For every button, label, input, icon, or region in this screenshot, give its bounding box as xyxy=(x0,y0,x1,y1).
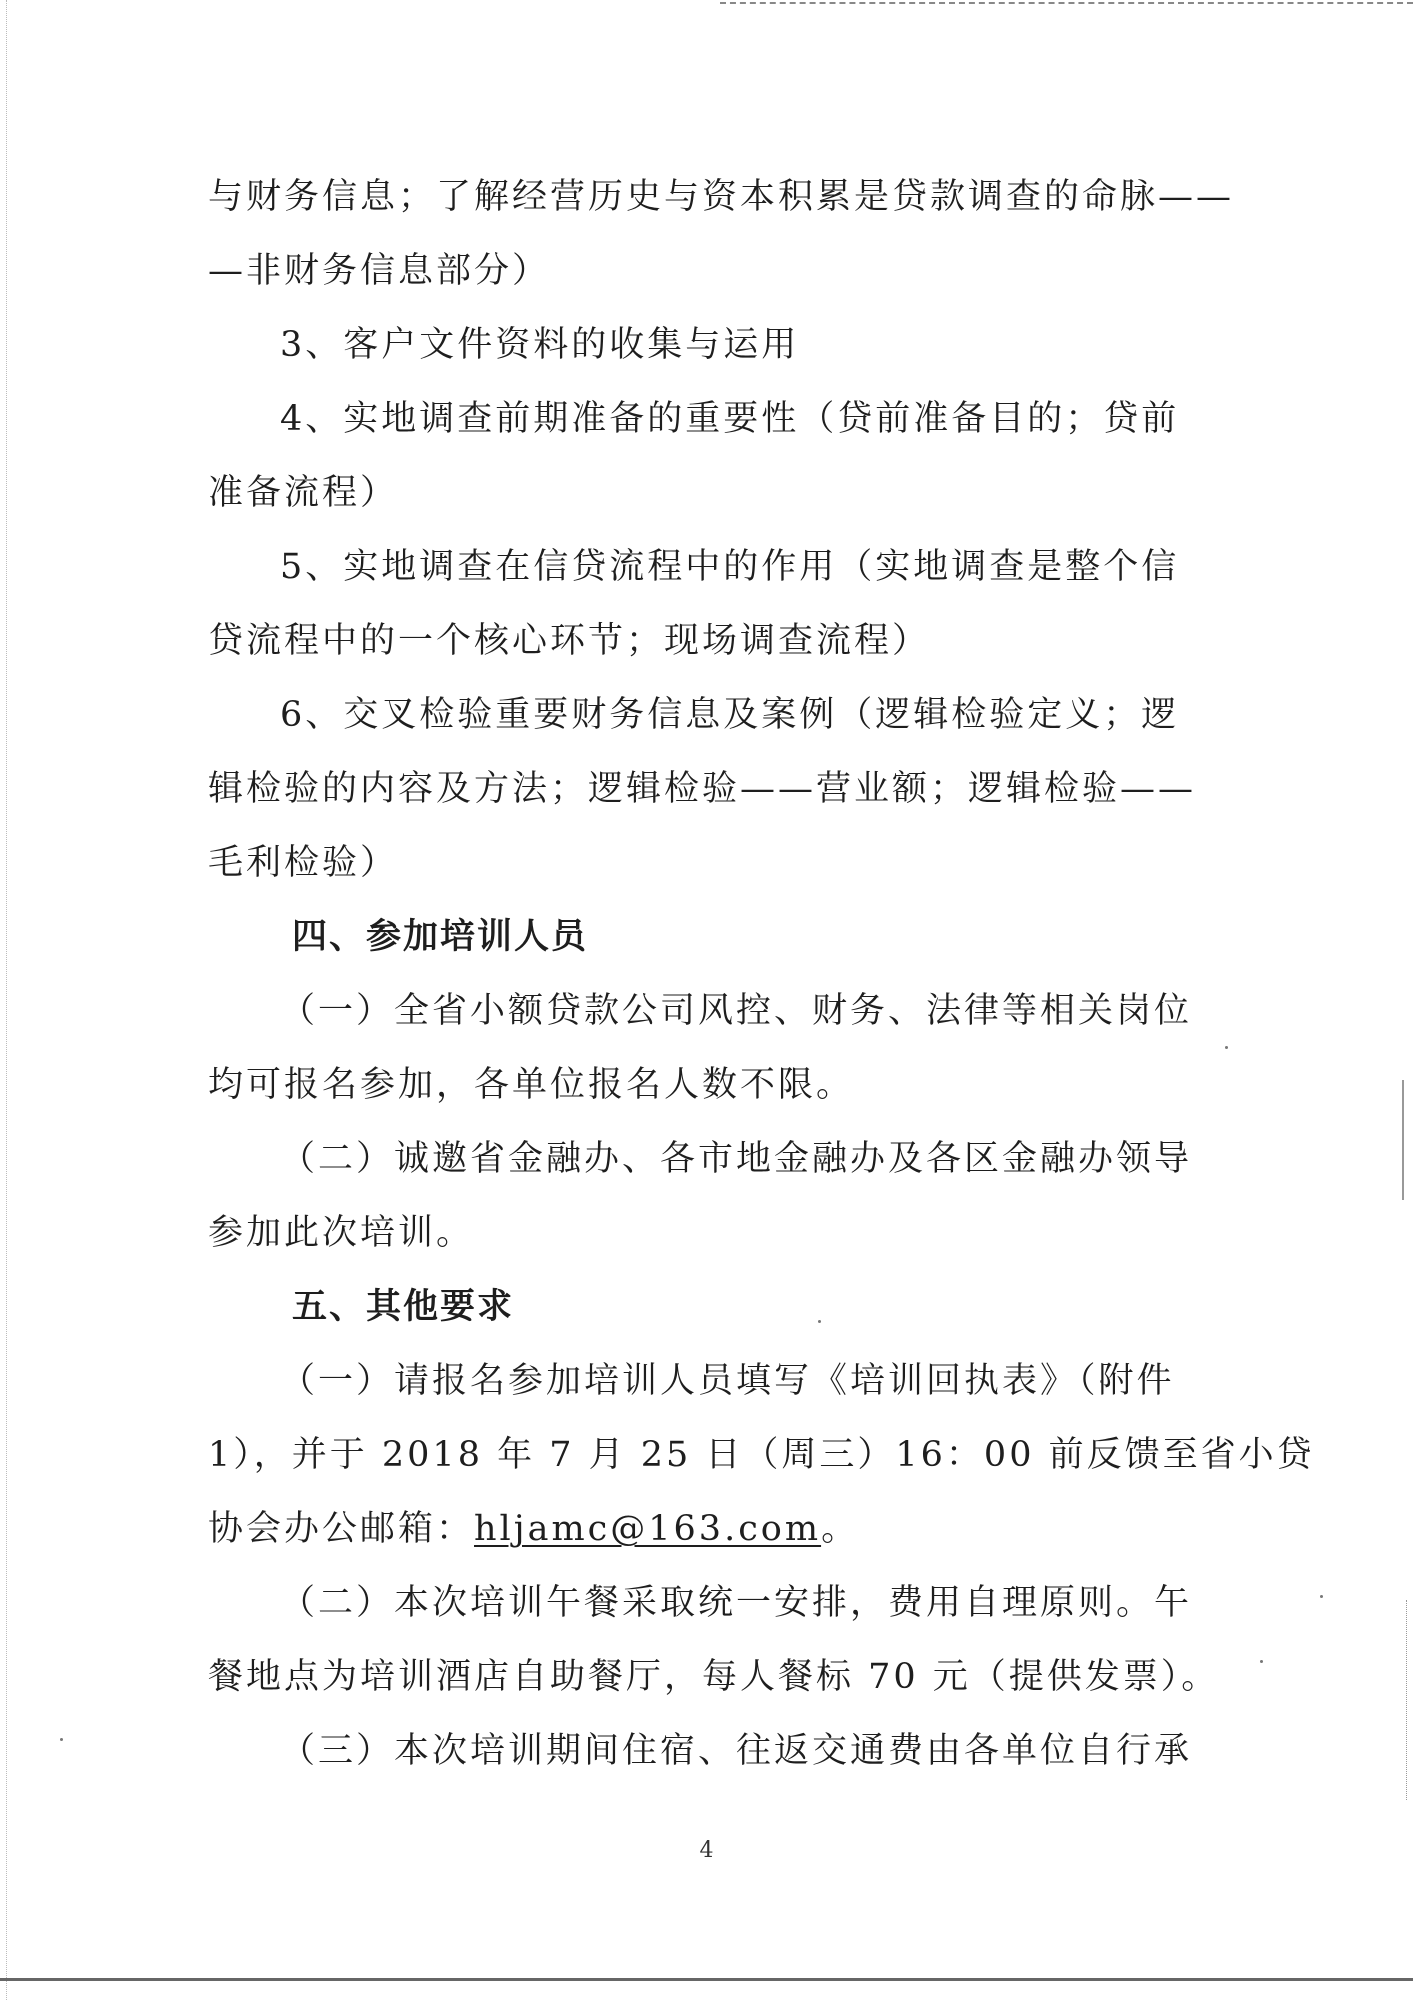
email-link[interactable]: hljamc@163.com xyxy=(474,1509,822,1549)
list-item-5: 5、实地调查在信贷流程中的作用（实地调查是整个信 xyxy=(280,547,1180,587)
participants-item-1: （一）全省小额贷款公司风控、财务、法律等相关岗位 xyxy=(280,991,1193,1031)
scan-speck xyxy=(1320,1595,1323,1598)
scan-edge-left xyxy=(6,0,7,2000)
page-number: 4 xyxy=(699,1838,714,1863)
email-end-punct: 。 xyxy=(821,1509,860,1549)
scan-edge-right-lower xyxy=(1406,1600,1407,1800)
list-item-6: 6、交叉检验重要财务信息及案例（逻辑检验定义；逻 xyxy=(280,695,1180,735)
requirements-item-2: （二）本次培训午餐采取统一安排，费用自理原则。午 xyxy=(280,1583,1193,1623)
body-line: 贷流程中的一个核心环节；现场调查流程） xyxy=(208,621,931,661)
scan-speck xyxy=(60,1738,63,1741)
section-heading-other-requirements: 五、其他要求 xyxy=(292,1287,515,1327)
list-item-3: 3、客户文件资料的收集与运用 xyxy=(280,325,800,365)
document-body xyxy=(208,160,1315,1788)
requirements-item-3: （三）本次培训期间住宿、往返交通费由各单位自行承 xyxy=(280,1731,1193,1771)
body-line: 与财务信息；了解经营历史与资本积累是贷款调查的命脉—— xyxy=(208,177,1235,217)
body-line: 参加此次培训。 xyxy=(208,1213,475,1253)
body-line-email xyxy=(208,1492,1198,1566)
body-line: 均可报名参加，各单位报名人数不限。 xyxy=(208,1065,855,1105)
body-line: 餐地点为培训酒店自助餐厅，每人餐标 70 元（提供发票）。 xyxy=(208,1657,1220,1697)
list-item-4: 4、实地调查前期准备的重要性（贷前准备目的；贷前 xyxy=(280,399,1180,439)
scan-speck xyxy=(1260,1660,1263,1663)
email-label: 协会办公邮箱： xyxy=(208,1509,475,1549)
participants-item-2: （二）诚邀省金融办、各市地金融办及各区金融办领导 xyxy=(280,1139,1193,1179)
scan-speck xyxy=(1225,1046,1228,1049)
scan-edge-right xyxy=(1402,1080,1404,1200)
scan-edge-top xyxy=(720,2,1413,4)
body-line: —非财务信息部分） xyxy=(208,251,551,291)
body-line: 准备流程） xyxy=(208,473,399,513)
body-line: 1），并于 2018 年 7 月 25 日（周三）16：00 前反馈至省小贷 xyxy=(208,1435,1315,1475)
body-line: 毛利检验） xyxy=(208,843,399,883)
scan-edge-bottom xyxy=(0,1978,1413,1981)
requirements-item-1: （一）请报名参加培训人员填写《培训回执表》（附件 xyxy=(280,1361,1175,1401)
section-heading-participants: 四、参加培训人员 xyxy=(292,917,589,957)
body-line: 辑检验的内容及方法；逻辑检验——营业额；逻辑检验—— xyxy=(208,769,1197,809)
